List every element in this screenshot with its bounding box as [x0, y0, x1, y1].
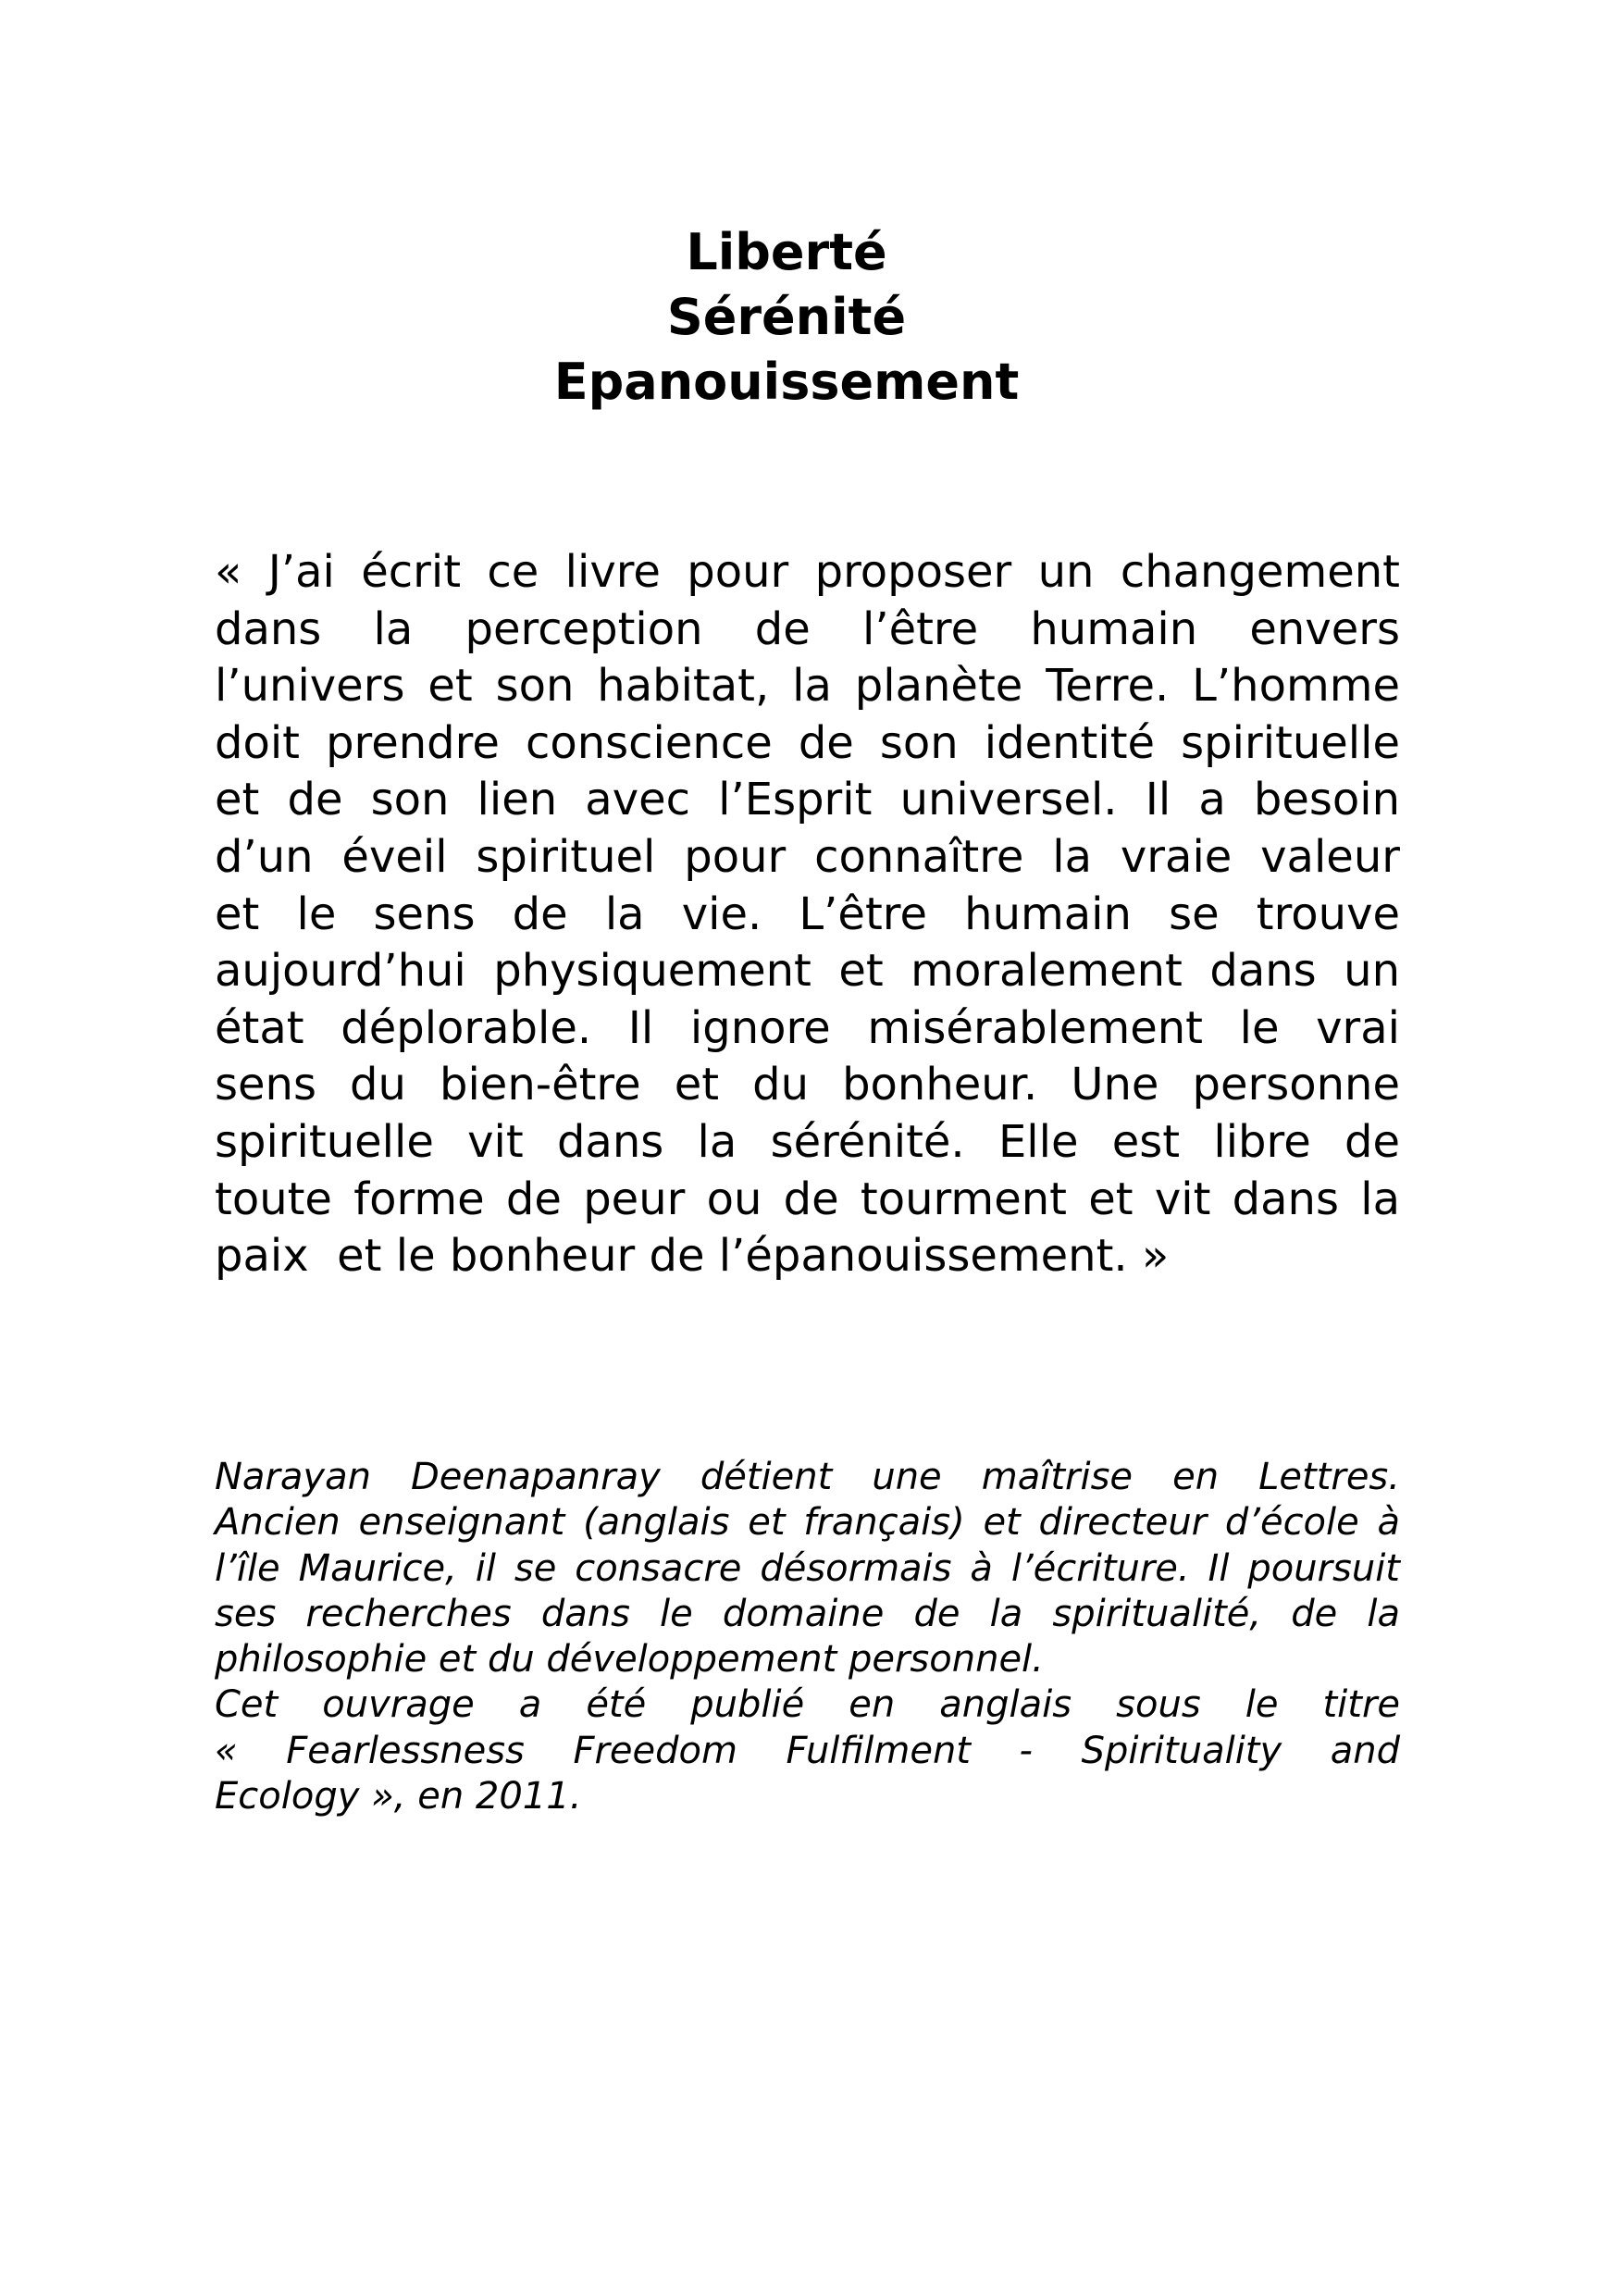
back-cover-quote	[215, 544, 1400, 1285]
title-line-1: Liberté	[686, 223, 887, 281]
bio-line: Ecology », en 2011.	[215, 1775, 582, 1818]
title-line-2: Sérénité	[666, 288, 907, 346]
quote-line: spirituelle vit dans la sérénité. Elle est libre de	[215, 1115, 1400, 1168]
bio-line: ses recherches dans le domaine de la spiritualité, de la	[215, 1592, 1400, 1635]
quote-line: doit prendre conscience de son identité spirituelle	[215, 716, 1400, 769]
quote-line: l’univers et son habitat, la planète Terre. L’homme	[215, 660, 1400, 713]
author-bio-paragraph-2	[215, 1682, 1400, 1819]
bio-line: philosophie et du développement personnel.	[215, 1638, 1044, 1682]
quote-line: toute forme de peur ou de tourment et vit dans la	[215, 1173, 1400, 1225]
book-title	[194, 220, 1379, 415]
quote-line: et le sens de la vie. L’être humain se trouve	[215, 887, 1400, 940]
bio-line: Ancien enseignant (anglais et français) et directeur d’école à	[215, 1501, 1400, 1545]
quote-line: dans la perception de l’être humain envers	[215, 602, 1400, 655]
author-bio	[215, 1455, 1400, 1819]
quote-line: sens du bien-être et du bonheur. Une personne	[215, 1059, 1400, 1111]
quote-line: paix et le bonheur de l’épanouissement. »	[215, 1230, 1170, 1283]
title-line-3: Epanouissement	[553, 353, 1020, 411]
quote-line: état déplorable. Il ignore misérablement le vrai	[215, 1001, 1400, 1054]
bio-line: « Fearlessness Freedom Fulfilment - Spirituality and	[215, 1729, 1400, 1772]
bio-line: l’île Maurice, il se consacre désormais à l’écriture. Il poursuit	[215, 1546, 1400, 1590]
quote-line: et de son lien avec l’Esprit universel. Il a besoin	[215, 774, 1400, 826]
bio-line: Cet ouvrage a été publié en anglais sous le titre	[215, 1683, 1400, 1727]
quote-line: d’un éveil spirituel pour connaître la vraie valeur	[215, 830, 1400, 883]
author-bio-paragraph-1	[215, 1455, 1400, 1682]
quote-line: « J’ai écrit ce livre pour proposer un changement	[215, 546, 1400, 598]
bio-line: Narayan Deenapanray détient une maîtrise en Lettres.	[215, 1456, 1400, 1498]
quote-line: aujourd’hui physiquement et moralement dans un	[215, 945, 1400, 998]
